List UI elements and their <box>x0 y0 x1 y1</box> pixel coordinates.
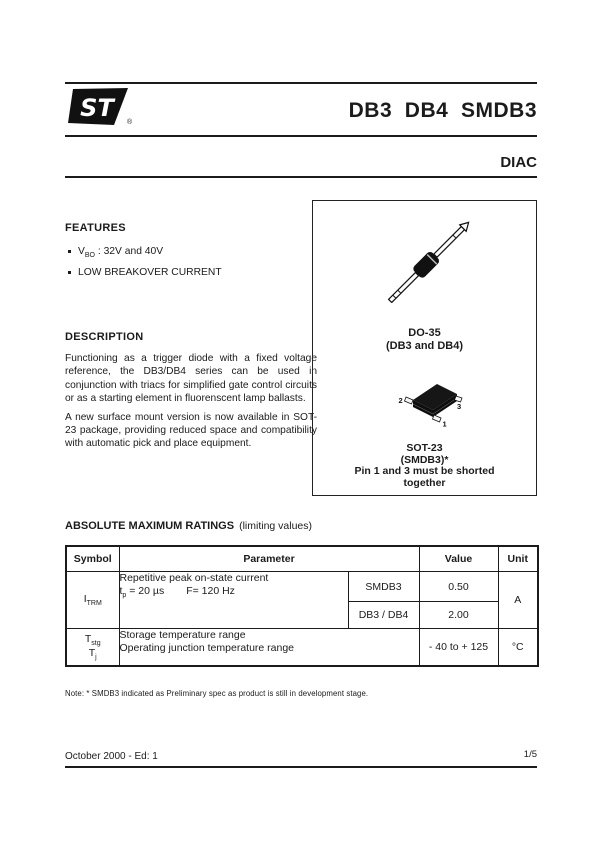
value-db3db4: 2.00 <box>419 602 498 629</box>
page-title: DB3 DB4 SMDB3 <box>348 99 537 122</box>
description-paragraph-2: A new surface mount version is now available in SOT-23 package, providing reduced space and compatibility with automatic pick and place equipment. <box>65 411 317 450</box>
description-section <box>65 331 317 451</box>
sot23-pin2-label: 2 <box>398 396 403 405</box>
parameter-temperature <box>119 629 419 666</box>
table-row-temperature <box>66 629 538 666</box>
ratings-table <box>65 545 539 667</box>
feature-item-vbo-text: $V_{BO}$ : 32V and 40V <box>78 246 164 260</box>
feature-item-breakover-text: LOW BREAKOVER CURRENT <box>78 267 222 279</box>
device-smdb3: SMDB3 <box>348 572 419 602</box>
sot23-note-line1: Pin 1 and 3 must be shorted <box>354 465 495 477</box>
features-list <box>65 245 317 279</box>
ratings-heading-main: ABSOLUTE MAXIMUM RATINGS <box>65 520 235 532</box>
parameter-itrm <box>119 572 348 629</box>
parameter-tstg-text: Storage temperature range <box>119 629 246 641</box>
ratings-heading <box>65 520 312 532</box>
sot23-pin1-label: 1 <box>442 419 447 429</box>
header-rule <box>65 135 537 137</box>
feature-item-vbo <box>65 245 317 262</box>
do35-caption <box>313 327 536 353</box>
col-value: Value <box>419 546 498 572</box>
feature-item-breakover <box>65 266 317 279</box>
unit-itrm: A <box>498 572 538 629</box>
footnote: Note: * SMDB3 indicated as Preliminary spec as product is still in development stage. <box>65 689 369 698</box>
do35-variants: (DB3 and DB4) <box>385 340 463 352</box>
subheader-rule <box>65 176 537 178</box>
value-smdb3: 0.50 <box>419 572 498 602</box>
symbol-tstg-tj <box>66 629 119 666</box>
unit-temperature: °C <box>498 629 538 666</box>
st-logo-letters: ST <box>80 94 114 122</box>
col-unit: Unit <box>498 546 538 572</box>
page-subtitle: DIAC <box>500 154 537 171</box>
do35-package-icon <box>381 221 477 303</box>
footer-date-edition: October 2000 - Ed: 1 <box>65 751 158 762</box>
sot23-variant: (SMDB3)* <box>400 453 449 466</box>
symbol-itrm: $I_{TRM}$ <box>66 572 119 629</box>
registered-trademark: ® <box>127 119 133 126</box>
value-temperature: - 40 to + 125 <box>419 629 498 666</box>
parameter-tj-text: Operating junction temperature range <box>119 642 295 654</box>
sot23-note-line2: together <box>403 476 446 489</box>
square-bullet-icon <box>68 250 71 253</box>
sot23-pin3-label: 3 <box>457 402 462 411</box>
features-heading: FEATURES <box>65 222 126 234</box>
st-logo-icon <box>66 88 128 126</box>
sot23-caption <box>313 443 536 489</box>
symbol-tj: $T_j$ <box>88 646 97 661</box>
sot23-package-icon <box>397 378 463 430</box>
sot23-name: SOT-23 <box>406 442 443 454</box>
symbol-tstg: $T_{stg}$ <box>84 632 101 647</box>
do35-name: DO-35 <box>408 327 441 339</box>
parameter-itrm-line2: $t_p = 20$ µs F= 120 Hz <box>119 585 235 600</box>
device-db3db4: DB3 / DB4 <box>348 602 419 629</box>
col-symbol: Symbol <box>66 546 119 572</box>
table-row-itrm-smdb3 <box>66 572 538 602</box>
col-parameter: Parameter <box>119 546 419 572</box>
square-bullet-icon <box>68 271 71 274</box>
ratings-heading-suffix: (limiting values) <box>239 520 313 532</box>
footer-rule <box>65 766 537 768</box>
footer <box>65 749 537 762</box>
parameter-itrm-line1: Repetitive peak on-state current <box>119 572 269 584</box>
description-paragraph-1: Functioning as a trigger diode with a fixed voltage reference, the DB3/DB4 series can be used in conjunction with triacs for simplified gate control circuits or as a starting element in fluorenscent lamp ballasts. <box>65 353 317 405</box>
top-rule <box>65 82 537 84</box>
footer-page-number: 1/5 <box>523 749 537 760</box>
package-panel <box>312 200 537 496</box>
st-logo <box>66 88 128 131</box>
features-section <box>65 222 317 283</box>
ratings-header-row <box>66 546 538 572</box>
description-heading: DESCRIPTION <box>65 331 144 343</box>
